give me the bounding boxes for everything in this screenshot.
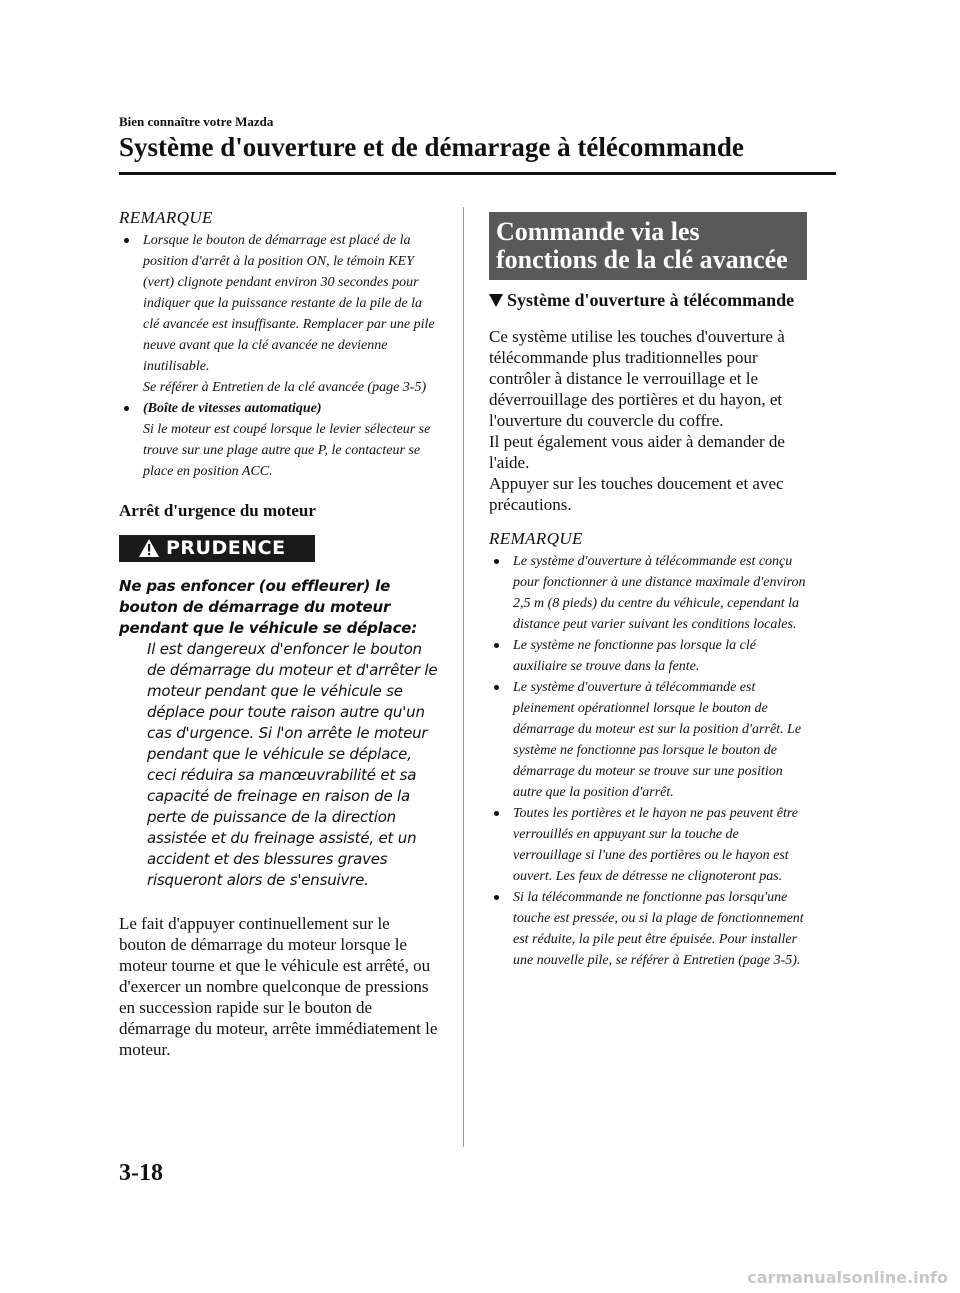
- left-column: [119, 208, 439, 1060]
- page-number: 3-18: [119, 1160, 163, 1186]
- remarque-heading: REMARQUE: [489, 529, 583, 548]
- list-item: [489, 887, 809, 971]
- remarque-list: [119, 230, 439, 482]
- chapter-label: Bien connaître votre Mazda: [119, 114, 274, 129]
- note-text: Le système d'ouverture à télécommande est conçu pour fonctionner à une distance maximale d'environ 2,5 m (8 pieds) du centre du véhicule, cependant la distance peut varier suivant les conditions locales.: [513, 554, 806, 632]
- note-text: Le système d'ouverture à télécommande est pleinement opérationnel lorsque le bouton de démarrage du moteur est sur la position d'arrêt. Le système ne fonctionne pas lorsque le bouton de démarrage du moteur se trouve sur une position autre que la position d'arrêt.: [513, 680, 802, 800]
- note-text: Si la télécommande ne fonctionne pas lorsqu'une touche est pressée, ou si la plage de fonctionnement est réduite, la pile peut être épuisée. Pour installer une nouvelle pile, se référer à Entretien (page 3-5).: [513, 890, 804, 968]
- section-banner: Commande via les fonctions de la clé avancée: [489, 212, 807, 280]
- watermark: carmanualsonline.info: [747, 1268, 948, 1287]
- warning-title: Ne pas enfoncer (ou effleurer) le bouton de démarrage du moteur pendant que le véhicule se déplace:: [119, 577, 418, 637]
- intro-paragraph: Ce système utilise les touches d'ouverture à télécommande plus traditionnelles pour contrôler à distance le verrouillage et le déverrouillage des portières et du hayon, et l'ouverture du couvercle du coffre.: [489, 327, 785, 430]
- warning-body: Il est dangereux d'enfoncer le bouton de démarrage du moteur et d'arrêter le moteur pendant que le véhicule se déplace pour toute raison autre qu'un cas d'urgence. Si l'on arrête le moteur pendant que le véhicule se déplace, ceci réduira sa manœuvrabilité et sa capacité de freinage en raison de la perte de puissance de la direction assistée et du freinage assisté, et un accident et des blessures graves risqueront alors de s'ensuivre.: [147, 640, 438, 889]
- triangle-down-icon: [489, 294, 503, 307]
- prudence-label: PRUDENCE: [166, 537, 286, 559]
- list-item: [489, 677, 809, 803]
- bullet-icon: [124, 406, 129, 411]
- note-reference: Se référer à Entretien de la clé avancée (page 3-5): [143, 380, 427, 395]
- note-text: Toutes les portières et le hayon ne pas peuvent être verrouillés en appuyant sur la touche de verrouillage si l'une des portières ou le hayon est ouvert. Les feux de détresse ne clignoteront pas.: [513, 806, 798, 884]
- intro-paragraph: Appuyer sur les touches doucement et avec précautions.: [489, 474, 784, 514]
- subsection-title-text: Système d'ouverture à télécommande: [507, 290, 795, 310]
- emergency-body: Le fait d'appuyer continuellement sur le bouton de démarrage du moteur lorsque le moteur tourne et que le véhicule est arrêté, ou d'exercer un nombre quelconque de pressions en succession rapide sur le bouton de démarrage du moteur, arrête immédiatement le moteur.: [119, 914, 438, 1059]
- list-item: [489, 635, 809, 677]
- remarque-heading: REMARQUE: [119, 208, 213, 227]
- column-divider: [463, 207, 464, 1147]
- note-text: Le système ne fonctionne pas lorsque la clé auxiliaire se trouve dans la fente.: [513, 638, 757, 674]
- emergency-heading: Arrêt d'urgence du moteur: [119, 501, 316, 520]
- page-title: Système d'ouverture et de démarrage à télécommande: [119, 132, 744, 162]
- list-item: [119, 230, 439, 398]
- warning-icon: [138, 538, 160, 558]
- bullet-icon: [494, 685, 499, 690]
- remarque-list: [489, 551, 809, 971]
- header-rule: [119, 172, 836, 175]
- bullet-icon: [124, 238, 129, 243]
- list-item: [489, 803, 809, 887]
- note-subheading: (Boîte de vitesses automatique): [143, 401, 322, 416]
- bullet-icon: [494, 643, 499, 648]
- subsection-title: [489, 290, 809, 311]
- bullet-icon: [494, 811, 499, 816]
- right-column: [489, 212, 809, 971]
- prudence-badge: [119, 535, 315, 562]
- note-text: Lorsque le bouton de démarrage est placé de la position d'arrêt à la position ON, le témoin KEY (vert) clignote pendant environ 30 secondes pour indiquer que la puissance restante de la pile de la clé avancée est insuffisante. Remplacer par une pile neuve avant que la clé avancée ne devienne inutilisable.: [143, 233, 435, 374]
- bullet-icon: [494, 559, 499, 564]
- list-item: [119, 398, 439, 482]
- bullet-icon: [494, 895, 499, 900]
- list-item: [489, 551, 809, 635]
- intro-paragraph: Il peut également vous aider à demander de l'aide.: [489, 432, 785, 472]
- note-text: Si le moteur est coupé lorsque le levier sélecteur se trouve sur une plage autre que P, le contacteur se place en position ACC.: [143, 422, 431, 479]
